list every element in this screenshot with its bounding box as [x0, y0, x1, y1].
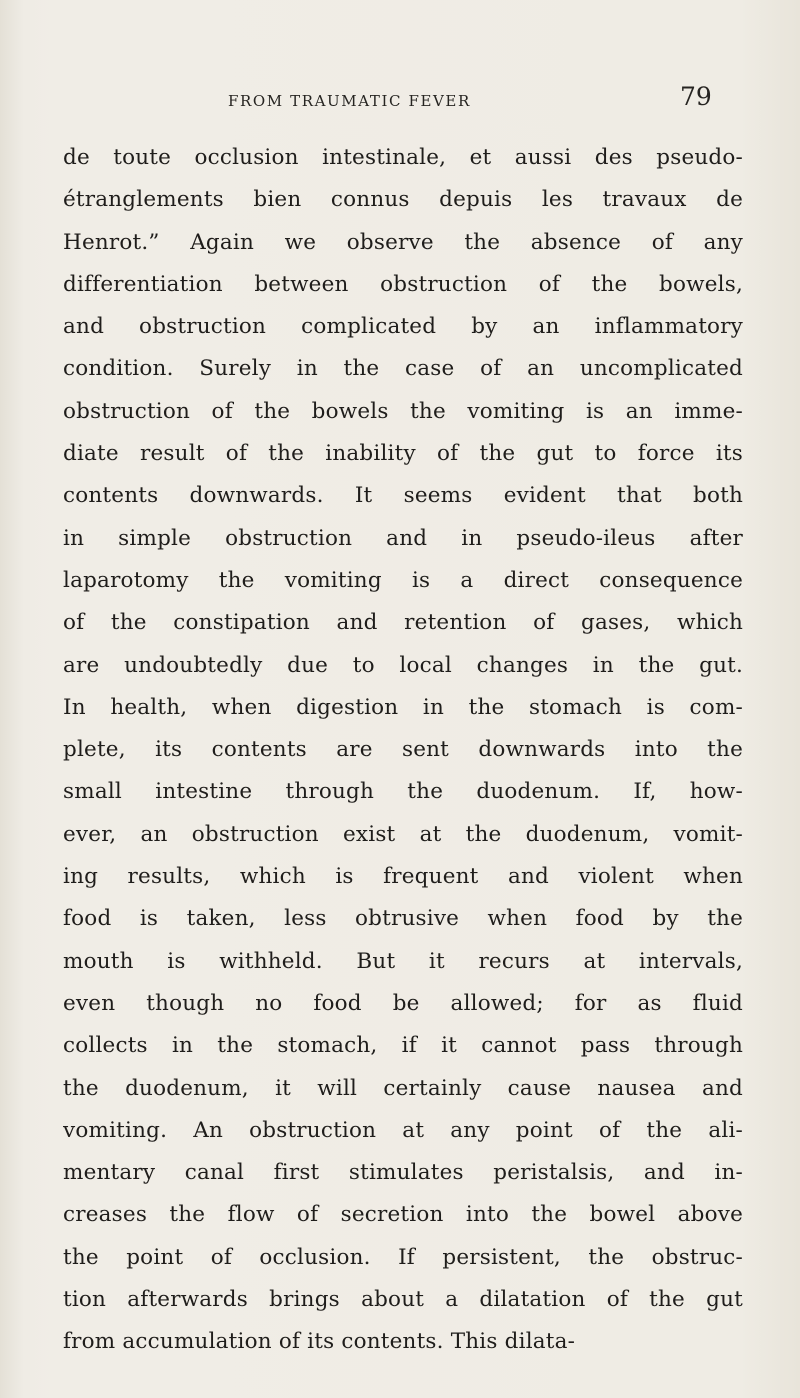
text-line: étranglements bien connus depuis les travaux de	[63, 187, 743, 213]
text-line: mentary canal first stimulates peristalsis, and in-	[63, 1160, 743, 1186]
text-line: the point of occlusion. If persistent, the obstruc-	[63, 1244, 743, 1270]
page-number: 79	[680, 82, 712, 111]
running-head: FROM TRAUMATIC FEVER	[228, 92, 471, 110]
text-line: condition. Surely in the case of an uncomplicated	[63, 356, 743, 382]
text-line: collects in the stomach, if it cannot pass through	[63, 1033, 743, 1059]
text-line: laparotomy the vomiting is a direct consequence	[63, 567, 743, 593]
text-line: plete, its contents are sent downwards into the	[63, 737, 743, 763]
text-line: are undoubtedly due to local changes in the gut.	[63, 652, 743, 678]
text-line: the duodenum, it will certainly cause nausea and	[63, 1075, 743, 1101]
text-line: of the constipation and retention of gases, which	[63, 610, 743, 636]
text-line: vomiting. An obstruction at any point of the ali-	[63, 1117, 743, 1143]
text-line: even though no food be allowed; for as fluid	[63, 990, 743, 1016]
text-line: diate result of the inability of the gut to force its	[63, 441, 743, 467]
text-line: mouth is withheld. But it recurs at intervals,	[63, 948, 743, 974]
text-line: ever, an obstruction exist at the duodenum, vomit-	[63, 821, 743, 847]
text-line: tion afterwards brings about a dilatation of the gut	[63, 1287, 743, 1313]
text-line: ing results, which is frequent and violent when	[63, 864, 743, 890]
text-line: obstruction of the bowels the vomiting is an imme-	[63, 398, 743, 424]
text-line: from accumulation of its contents. This dilata-	[63, 1329, 576, 1355]
text-line: differentiation between obstruction of the bowels,	[63, 271, 743, 297]
text-line: food is taken, less obtrusive when food by the	[63, 906, 743, 932]
text-line: de toute occlusion intestinale, et aussi des pseudo-	[63, 145, 743, 170]
text-line: Henrot.” Again we observe the absence of any	[63, 229, 743, 255]
body-text	[63, 137, 743, 1364]
text-line: and obstruction complicated by an inflammatory	[63, 314, 743, 340]
text-line: creases the flow of secretion into the bowel above	[63, 1202, 743, 1228]
text-line: In health, when digestion in the stomach is com-	[63, 694, 743, 720]
text-line: small intestine through the duodenum. If, how-	[63, 779, 743, 805]
text-line: in simple obstruction and in pseudo-ileus after	[63, 525, 743, 551]
text-line: contents downwards. It seems evident that both	[63, 483, 743, 509]
